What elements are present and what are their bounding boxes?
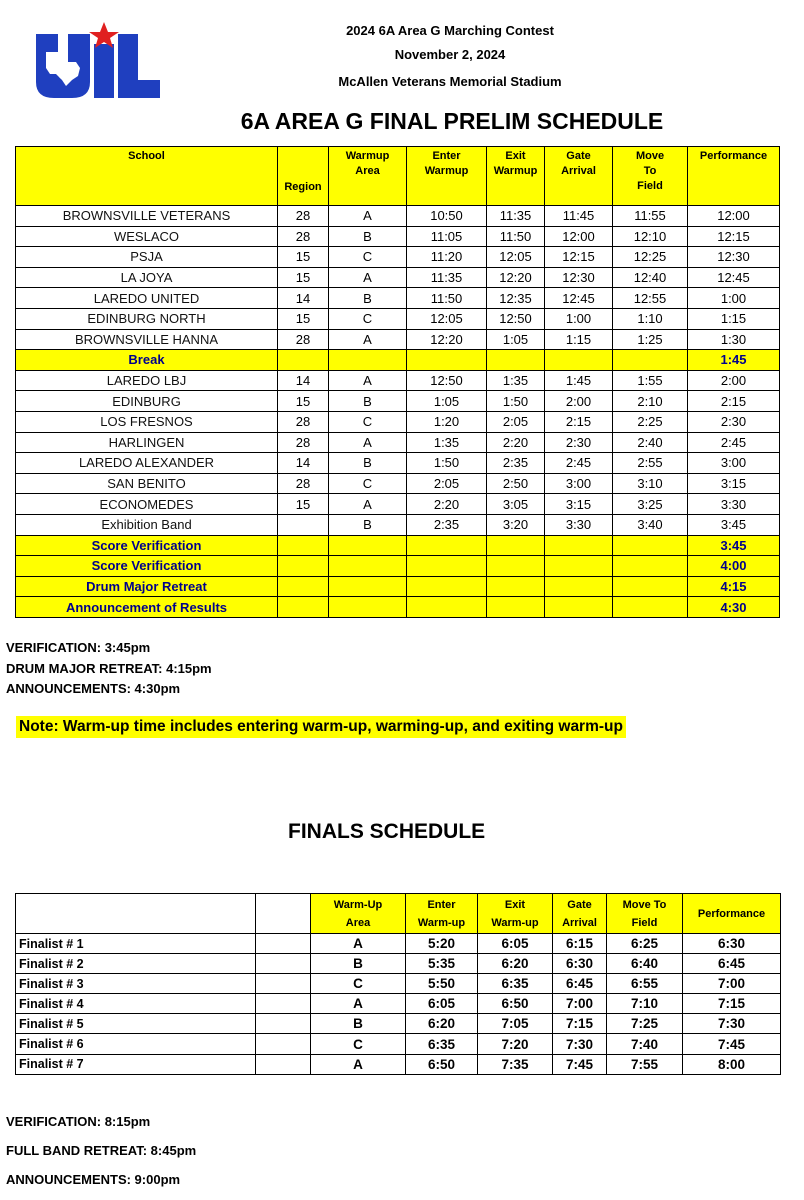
table-cell <box>407 535 487 556</box>
contest-date: November 2, 2024 <box>394 47 506 62</box>
performance-time: 1:15 <box>688 308 780 329</box>
performance-time: 2:00 <box>688 370 780 391</box>
finalist-row <box>16 1054 781 1074</box>
table-cell: 15 <box>278 391 329 412</box>
table-cell: A <box>329 329 407 350</box>
table-cell: 12:20 <box>407 329 487 350</box>
table-cell <box>487 576 545 597</box>
table-cell: 2:45 <box>545 453 613 474</box>
table-cell: 12:50 <box>407 370 487 391</box>
table-cell <box>256 1034 311 1054</box>
finalist-name: Finalist # 1 <box>16 934 256 954</box>
performance-time: 2:30 <box>688 411 780 432</box>
table-cell: A <box>311 994 406 1014</box>
prelim-schedule-table <box>15 146 780 618</box>
table-cell: 3:10 <box>613 473 688 494</box>
table-cell: 15 <box>278 267 329 288</box>
table-cell: 12:30 <box>545 267 613 288</box>
table-cell: 7:25 <box>607 1014 683 1034</box>
table-cell: C <box>329 411 407 432</box>
table-cell: 5:20 <box>406 934 478 954</box>
table-cell <box>407 350 487 371</box>
event-row <box>16 556 780 577</box>
performance-time: 4:30 <box>688 597 780 618</box>
prelim-notes <box>6 638 212 700</box>
table-cell: 12:10 <box>613 226 688 247</box>
table-cell: 3:30 <box>545 514 613 535</box>
school-row <box>16 494 780 515</box>
finals-col-header: Performance <box>683 894 781 934</box>
table-cell: A <box>329 494 407 515</box>
table-cell: A <box>329 267 407 288</box>
table-cell: 6:55 <box>607 974 683 994</box>
event-name: Score Verification <box>16 556 278 577</box>
table-cell: 3:00 <box>545 473 613 494</box>
table-cell <box>545 556 613 577</box>
table-cell: 3:40 <box>613 514 688 535</box>
school-row <box>16 206 780 227</box>
table-cell: 6:20 <box>406 1014 478 1034</box>
table-cell: 7:40 <box>607 1034 683 1054</box>
table-cell: 2:35 <box>407 514 487 535</box>
school-row <box>16 308 780 329</box>
school-name: BROWNSVILLE VETERANS <box>16 206 278 227</box>
performance-time: 12:30 <box>688 247 780 268</box>
table-cell: 1:10 <box>613 308 688 329</box>
table-cell: 6:15 <box>553 934 607 954</box>
school-name: ECONOMEDES <box>16 494 278 515</box>
table-cell: 28 <box>278 329 329 350</box>
performance-time: 4:00 <box>688 556 780 577</box>
finalist-row <box>16 954 781 974</box>
table-cell <box>545 535 613 556</box>
prelim-col-header: Performance <box>688 147 780 206</box>
finals-note: FULL BAND RETREAT: 8:45pm <box>6 1143 197 1158</box>
table-cell: 11:35 <box>487 206 545 227</box>
table-cell: 8:00 <box>683 1054 781 1074</box>
school-row <box>16 267 780 288</box>
table-cell: 7:15 <box>683 994 781 1014</box>
table-cell <box>329 350 407 371</box>
finals-header-row <box>16 894 781 934</box>
table-cell <box>256 954 311 974</box>
school-name: EDINBURG <box>16 391 278 412</box>
table-cell: 2:15 <box>545 411 613 432</box>
table-cell: 28 <box>278 432 329 453</box>
event-name: Drum Major Retreat <box>16 576 278 597</box>
table-cell: 5:50 <box>406 974 478 994</box>
table-cell: 3:05 <box>487 494 545 515</box>
warmup-note: Note: Warm-up time includes entering warm-up, warming-up, and exiting warm-up <box>16 716 626 738</box>
school-name: LAREDO LBJ <box>16 370 278 391</box>
finalist-name: Finalist # 4 <box>16 994 256 1014</box>
table-cell: 6:30 <box>553 954 607 974</box>
table-cell: 6:50 <box>478 994 553 1014</box>
table-cell: 15 <box>278 308 329 329</box>
table-cell: 12:25 <box>613 247 688 268</box>
table-cell: 28 <box>278 206 329 227</box>
table-cell: B <box>329 453 407 474</box>
table-cell: 6:20 <box>478 954 553 974</box>
finals-col-header: Move To Field <box>607 894 683 934</box>
table-cell: 2:55 <box>613 453 688 474</box>
table-cell: 28 <box>278 226 329 247</box>
table-cell: 12:05 <box>487 247 545 268</box>
table-cell: 1:50 <box>407 453 487 474</box>
table-cell <box>487 535 545 556</box>
table-cell: 2:30 <box>545 432 613 453</box>
table-cell: 14 <box>278 370 329 391</box>
table-cell: 11:45 <box>545 206 613 227</box>
table-cell <box>278 597 329 618</box>
table-cell: 6:35 <box>406 1034 478 1054</box>
table-cell: 7:35 <box>478 1054 553 1074</box>
finalist-row <box>16 1034 781 1054</box>
prelim-col-header: Exit Warmup <box>487 147 545 206</box>
table-cell: A <box>311 1054 406 1074</box>
table-cell: B <box>329 391 407 412</box>
prelim-col-header: Gate Arrival <box>545 147 613 206</box>
table-cell: B <box>329 226 407 247</box>
table-cell: 7:20 <box>478 1034 553 1054</box>
table-cell: 11:50 <box>487 226 545 247</box>
table-cell: 6:45 <box>553 974 607 994</box>
table-cell: 2:20 <box>407 494 487 515</box>
table-cell <box>329 597 407 618</box>
school-row <box>16 411 780 432</box>
table-cell: 28 <box>278 473 329 494</box>
table-cell <box>256 1054 311 1074</box>
school-row <box>16 453 780 474</box>
contest-venue: McAllen Veterans Memorial Stadium <box>338 74 562 89</box>
school-name: LAREDO UNITED <box>16 288 278 309</box>
prelim-note: VERIFICATION: 3:45pm <box>6 640 151 655</box>
table-cell: 12:35 <box>487 288 545 309</box>
school-name: HARLINGEN <box>16 432 278 453</box>
table-cell: B <box>329 288 407 309</box>
contest-name: 2024 6A Area G Marching Contest <box>346 23 554 38</box>
table-cell: 2:25 <box>613 411 688 432</box>
finalist-row <box>16 1014 781 1034</box>
table-cell: 2:00 <box>545 391 613 412</box>
table-cell <box>487 556 545 577</box>
school-name: PSJA <box>16 247 278 268</box>
table-cell <box>613 350 688 371</box>
performance-time: 2:15 <box>688 391 780 412</box>
table-cell <box>278 576 329 597</box>
performance-time: 3:15 <box>688 473 780 494</box>
table-cell: 5:35 <box>406 954 478 974</box>
table-cell: 2:50 <box>487 473 545 494</box>
table-cell: 1:45 <box>545 370 613 391</box>
table-cell: 1:05 <box>487 329 545 350</box>
table-cell: 2:05 <box>487 411 545 432</box>
finalist-row <box>16 934 781 954</box>
finals-schedule-table <box>15 893 781 1075</box>
performance-time: 1:00 <box>688 288 780 309</box>
table-cell: 11:55 <box>613 206 688 227</box>
table-cell <box>329 556 407 577</box>
table-cell: 2:40 <box>613 432 688 453</box>
prelim-note: DRUM MAJOR RETREAT: 4:15pm <box>6 660 212 676</box>
table-cell: 1:35 <box>487 370 545 391</box>
table-cell <box>256 974 311 994</box>
school-name: EDINBURG NORTH <box>16 308 278 329</box>
finalist-name: Finalist # 7 <box>16 1054 256 1074</box>
table-cell <box>278 535 329 556</box>
table-cell <box>256 1014 311 1034</box>
table-cell: C <box>311 974 406 994</box>
finalist-name: Finalist # 5 <box>16 1014 256 1034</box>
table-cell: 1:55 <box>613 370 688 391</box>
performance-time: 3:30 <box>688 494 780 515</box>
table-cell: 28 <box>278 411 329 432</box>
event-name: Announcement of Results <box>16 597 278 618</box>
table-cell: 2:35 <box>487 453 545 474</box>
table-cell <box>407 576 487 597</box>
finalist-row <box>16 994 781 1014</box>
table-cell: 7:15 <box>553 1014 607 1034</box>
event-row <box>16 535 780 556</box>
table-cell: 1:20 <box>407 411 487 432</box>
table-cell <box>613 556 688 577</box>
table-cell <box>278 514 329 535</box>
table-cell: 7:10 <box>607 994 683 1014</box>
table-cell: B <box>311 954 406 974</box>
prelim-col-header: Region <box>278 147 329 206</box>
table-cell: 12:05 <box>407 308 487 329</box>
table-cell: A <box>311 934 406 954</box>
table-cell: 7:55 <box>607 1054 683 1074</box>
table-cell: 7:45 <box>683 1034 781 1054</box>
table-cell <box>329 576 407 597</box>
event-name: Score Verification <box>16 535 278 556</box>
table-cell: 6:05 <box>406 994 478 1014</box>
table-cell: 12:15 <box>545 247 613 268</box>
performance-time: 4:15 <box>688 576 780 597</box>
table-cell: 12:55 <box>613 288 688 309</box>
school-row <box>16 247 780 268</box>
school-row <box>16 370 780 391</box>
table-cell: 1:25 <box>613 329 688 350</box>
table-cell: 3:20 <box>487 514 545 535</box>
school-name: LA JOYA <box>16 267 278 288</box>
finals-note: VERIFICATION: 8:15pm <box>6 1114 151 1129</box>
table-cell: 7:05 <box>478 1014 553 1034</box>
table-cell: 7:30 <box>683 1014 781 1034</box>
school-name: LAREDO ALEXANDER <box>16 453 278 474</box>
table-cell: 6:05 <box>478 934 553 954</box>
school-row <box>16 473 780 494</box>
table-cell: 7:30 <box>553 1034 607 1054</box>
table-cell: 12:45 <box>545 288 613 309</box>
finals-col-header: Exit Warm-up <box>478 894 553 934</box>
table-cell: 7:00 <box>683 974 781 994</box>
table-cell: 3:15 <box>545 494 613 515</box>
page-title: 6A AREA G FINAL PRELIM SCHEDULE <box>240 108 664 134</box>
finals-col-header <box>256 894 311 934</box>
table-cell <box>256 934 311 954</box>
table-cell <box>487 597 545 618</box>
table-cell: 6:25 <box>607 934 683 954</box>
table-cell: 11:05 <box>407 226 487 247</box>
table-cell: C <box>311 1034 406 1054</box>
table-cell <box>613 597 688 618</box>
table-cell: 1:35 <box>407 432 487 453</box>
prelim-col-header: Warmup Area <box>329 147 407 206</box>
prelim-note: ANNOUNCEMENTS: 4:30pm <box>6 681 181 696</box>
table-cell: 1:50 <box>487 391 545 412</box>
school-name: WESLACO <box>16 226 278 247</box>
school-row <box>16 329 780 350</box>
table-cell: 1:00 <box>545 308 613 329</box>
table-cell: 12:50 <box>487 308 545 329</box>
table-cell: C <box>329 473 407 494</box>
table-cell: 1:05 <box>407 391 487 412</box>
table-cell: 7:45 <box>553 1054 607 1074</box>
table-cell <box>407 597 487 618</box>
table-cell: A <box>329 370 407 391</box>
prelim-col-header: School <box>16 147 278 206</box>
performance-time: 2:45 <box>688 432 780 453</box>
table-cell: 15 <box>278 494 329 515</box>
prelim-col-header: Enter Warmup <box>407 147 487 206</box>
table-cell: B <box>311 1014 406 1034</box>
prelim-col-header: Move To Field <box>613 147 688 206</box>
school-row <box>16 514 780 535</box>
school-row <box>16 432 780 453</box>
table-cell <box>545 576 613 597</box>
table-cell: 14 <box>278 453 329 474</box>
school-name: BROWNSVILLE HANNA <box>16 329 278 350</box>
table-cell: 2:05 <box>407 473 487 494</box>
table-cell: 15 <box>278 247 329 268</box>
prelim-header-row <box>16 147 780 206</box>
table-cell: 11:50 <box>407 288 487 309</box>
table-cell: C <box>329 247 407 268</box>
table-cell <box>545 597 613 618</box>
table-cell: 14 <box>278 288 329 309</box>
finalist-name: Finalist # 6 <box>16 1034 256 1054</box>
uil-logo <box>32 22 164 102</box>
event-name: Break <box>16 350 278 371</box>
table-cell: C <box>329 308 407 329</box>
table-cell: 11:20 <box>407 247 487 268</box>
table-cell: 3:25 <box>613 494 688 515</box>
finals-title: FINALS SCHEDULE <box>288 820 486 843</box>
performance-time: 1:30 <box>688 329 780 350</box>
table-cell: 11:35 <box>407 267 487 288</box>
performance-time: 3:45 <box>688 535 780 556</box>
school-name: SAN BENITO <box>16 473 278 494</box>
table-cell: 12:40 <box>613 267 688 288</box>
performance-time: 1:45 <box>688 350 780 371</box>
table-cell: 6:35 <box>478 974 553 994</box>
school-row <box>16 391 780 412</box>
table-cell: B <box>329 514 407 535</box>
table-cell <box>256 994 311 1014</box>
performance-time: 12:15 <box>688 226 780 247</box>
event-row <box>16 576 780 597</box>
event-row <box>16 350 780 371</box>
table-cell <box>329 535 407 556</box>
finalist-name: Finalist # 2 <box>16 954 256 974</box>
table-cell: 6:45 <box>683 954 781 974</box>
finals-note: ANNOUNCEMENTS: 9:00pm <box>6 1172 181 1187</box>
finals-col-header: Warm-Up Area <box>311 894 406 934</box>
table-cell <box>407 556 487 577</box>
finals-col-header: Enter Warm-up <box>406 894 478 934</box>
table-cell: 12:20 <box>487 267 545 288</box>
table-cell: 7:00 <box>553 994 607 1014</box>
table-cell: 10:50 <box>407 206 487 227</box>
table-cell <box>545 350 613 371</box>
table-cell: 6:40 <box>607 954 683 974</box>
table-cell: A <box>329 432 407 453</box>
table-cell: 12:00 <box>545 226 613 247</box>
performance-time: 3:45 <box>688 514 780 535</box>
table-cell: 6:50 <box>406 1054 478 1074</box>
event-row <box>16 597 780 618</box>
table-cell: 2:10 <box>613 391 688 412</box>
finals-col-header <box>16 894 256 934</box>
performance-time: 12:45 <box>688 267 780 288</box>
table-cell: 6:30 <box>683 934 781 954</box>
table-cell <box>278 556 329 577</box>
table-cell <box>613 576 688 597</box>
performance-time: 3:00 <box>688 453 780 474</box>
performance-time: 12:00 <box>688 206 780 227</box>
school-row <box>16 288 780 309</box>
table-cell <box>613 535 688 556</box>
table-cell <box>487 350 545 371</box>
finals-notes <box>6 1107 196 1194</box>
table-cell: A <box>329 206 407 227</box>
table-cell: 2:20 <box>487 432 545 453</box>
finalist-row <box>16 974 781 994</box>
finals-col-header: Gate Arrival <box>553 894 607 934</box>
school-name: Exhibition Band <box>16 514 278 535</box>
finalist-name: Finalist # 3 <box>16 974 256 994</box>
table-cell <box>278 350 329 371</box>
school-row <box>16 226 780 247</box>
table-cell: 1:15 <box>545 329 613 350</box>
school-name: LOS FRESNOS <box>16 411 278 432</box>
